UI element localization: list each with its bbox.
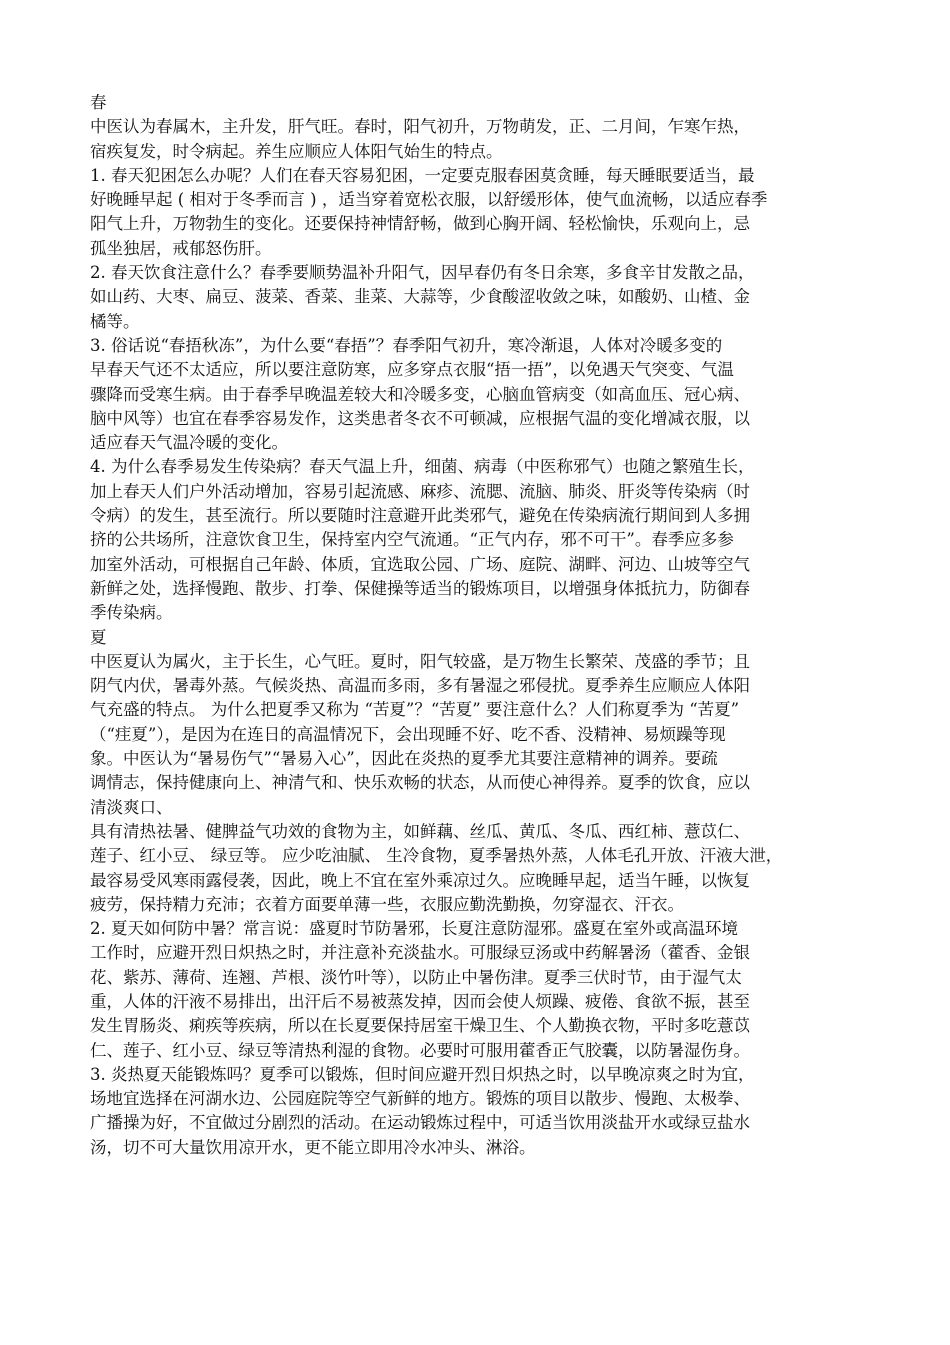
text-line: 令病）的发生，甚至流行。所以要随时注意避开此类邪气，避免在传染病流行期间到人多拥 [90,506,750,526]
text-line: 广播操为好，不宜做过分剧烈的活动。在运动锻炼过程中，可适当饮用淡盐开水或绿豆盐水 [90,1113,750,1133]
text-line: 仁、莲子、红小豆、绿豆等清热利湿的食物。必要时可服用藿香正气胶囊，以防暑湿伤身。 [90,1040,750,1060]
document-body [90,91,835,1160]
text-line: 季传染病。 [90,603,173,623]
text-line: 好晚睡早起 ( 相对于冬季而言 ) ，适当穿着宽松衣服，以舒缓形体，使气血流畅，以适应春季 [90,190,768,210]
text-line: 具有清热祛暑、健脾益气功效的食物为主，如鲜藕、丝瓜、黄瓜、冬瓜、西红柿、薏苡仁、 [90,821,750,841]
text-line: 莲子、红小豆、 绿豆等。 应少吃油腻、 生冷食物，夏季暑热外蒸，人体毛孔开放、汗液大泄， [90,846,783,866]
text-line: 橘等。 [90,311,140,331]
text-line: 气充盛的特点。 为什么把夏季又称为 “苦夏”？“苦夏” 要注意什么？人们称夏季为 “苦夏” [90,700,740,720]
text-line: 夏 [90,627,107,647]
text-line: 新鲜之处，选择慢跑、散步、打拳、保健操等适当的锻炼项目，以增强身体抵抗力，防御春 [90,578,750,598]
text-line: 1. 春天犯困怎么办呢？人们在春天容易犯困，一定要克服春困莫贪睡，每天睡眠要适当，最 [90,165,755,185]
text-line: 3. 俗话说“春捂秋冻”，为什么要“春捂”？春季阳气初升，寒冷渐退，人体对冷暖多变的 [90,335,723,355]
text-line: 中医夏认为属火，主于长生，心气旺。夏时，阳气较盛，是万物生长繁荣、茂盛的季节；且 [90,651,750,671]
text-line: 2. 春天饮食注意什么？春季要顺势温补升阳气，因早春仍有冬日余寒，多食辛甘发散之品， [90,263,755,283]
text-line: 调情志，保持健康向上、神清气和、快乐欢畅的状态，从而使心神得养。夏季的饮食，应以 [90,773,750,793]
text-line: 工作时，应避开烈日炽热之时，并注意补充淡盐水。可服绿豆汤或中药解暑汤（藿香、金银 [90,943,750,963]
text-line: 宿疾复发，时令病起。养生应顺应人体阳气始生的特点。 [90,141,503,161]
text-line: 孤坐独居，戒郁怒伤肝。 [90,238,272,258]
text-line: （“疰夏”），是因为在连日的高温情况下，会出现睡不好、吃不香、没精神、易烦躁等现 [90,724,726,744]
text-line: 重，人体的汗液不易排出，出汗后不易被蒸发掉，因而会使人烦躁、疲倦、食欲不振，甚至 [90,991,750,1011]
text-line: 场地宜选择在河湖水边、公园庭院等空气新鲜的地方。锻炼的项目以散步、慢跑、太极拳、 [90,1089,750,1109]
text-line: 疲劳，保持精力充沛；衣着方面要单薄一些，衣服应勤洗勤换，勿穿湿衣、汗衣。 [90,894,684,914]
text-line: 早春天气还不太适应，所以要注意防寒，应多穿点衣服“捂一捂”，以免遇天气突变、气温 [90,360,734,380]
text-line: 适应春天气温冷暖的变化。 [90,433,288,453]
text-line: 挤的公共场所，注意饮食卫生，保持室内空气流通。“正气内存，邪不可干”。春季应多参 [90,530,734,550]
text-line: 阴气内伏，暑毒外蒸。气候炎热、高温而多雨，多有暑湿之邪侵扰。夏季养生应顺应人体阳 [90,676,750,696]
text-line: 阳气上升，万物勃生的变化。还要保持神情舒畅，做到心胸开阔、轻松愉快，乐观向上，忌 [90,214,750,234]
text-line: 汤，切不可大量饮用凉开水，更不能立即用冷水冲头、淋浴。 [90,1137,536,1157]
text-line: 发生胃肠炎、痢疾等疾病，所以在长夏要保持居室干燥卫生、个人勤换衣物，平时多吃薏苡 [90,1016,750,1036]
text-line: 最容易受风寒雨露侵袭，因此，晚上不宜在室外乘凉过久。应晚睡早起，适当午睡，以恢复 [90,870,750,890]
text-line: 4. 为什么春季易发生传染病？春天气温上升，细菌、病毒（中医称邪气）也随之繁殖生长， [90,457,755,477]
text-line: 骤降而受寒生病。由于春季早晚温差较大和冷暖多变，心脑血管病变（如高血压、冠心病、 [90,384,750,404]
text-line: 春 [90,93,107,112]
text-line: 3. 炎热夏天能锻炼吗？夏季可以锻炼，但时间应避开烈日炽热之时，以早晚凉爽之时为宜， [90,1064,755,1084]
text-line: 加室外活动，可根据自己年龄、体质，宜选取公园、广场、庭院、湖畔、河边、山坡等空气 [90,554,750,574]
text-line: 花、紫苏、薄荷、连翘、芦根、淡竹叶等），以防止中暑伤津。夏季三伏时节，由于湿气太 [90,967,742,987]
text-line: 加上春天人们户外活动增加，容易引起流感、麻疹、流腮、流脑、肺炎、肝炎等传染病（时 [90,481,750,501]
text-line: 如山药、大枣、扁豆、菠菜、香菜、韭菜、大蒜等，少食酸涩收敛之味，如酸奶、山楂、金 [90,287,750,307]
text-line: 脑中风等）也宜在春季容易发作，这类患者冬衣不可顿减，应根据气温的变化增减衣服，以 [90,408,750,428]
text-line: 清淡爽口、 [90,797,173,817]
text-line: 中医认为春属木，主升发，肝气旺。春时，阳气初升，万物萌发，正、二月间，乍寒乍热， [90,117,750,137]
text-line: 2. 夏天如何防中暑？常言说：盛夏时节防暑邪，长夏注意防湿邪。盛夏在室外或高温环境 [90,919,738,939]
text-line: 象。中医认为“暑易伤气”“暑易入心”，因此在炎热的夏季尤其要注意精神的调养。要疏 [90,749,718,769]
